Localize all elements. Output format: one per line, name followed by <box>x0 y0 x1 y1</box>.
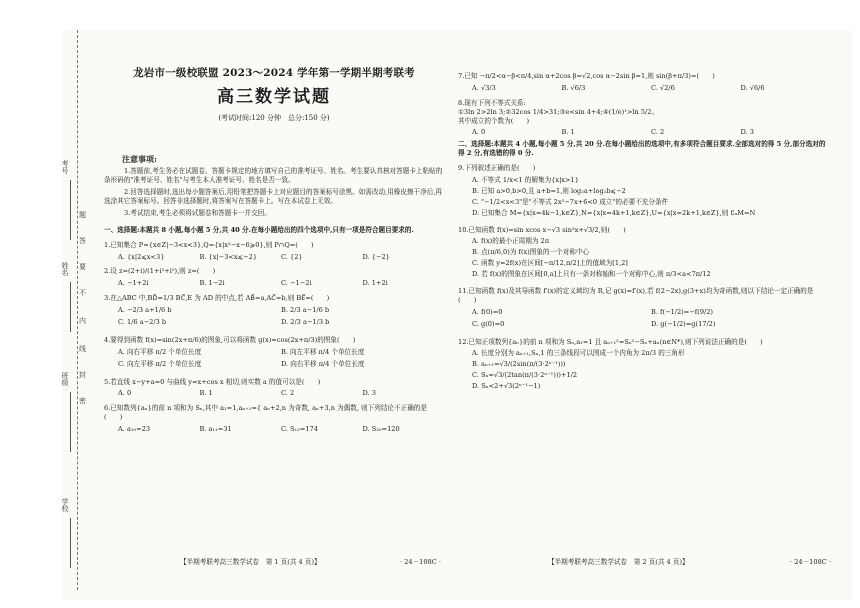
option: B. 2/3 a−1/6 b <box>281 306 330 315</box>
notice-title: 注意事项: <box>122 153 157 164</box>
question <box>104 404 444 434</box>
question-stem: 8.现有下列不等式关系: <box>458 98 526 107</box>
footer-code-right: · 24－108C · <box>790 558 831 566</box>
option: A. √3/3 <box>472 83 496 92</box>
question <box>458 164 830 219</box>
option: B. f(−1/2)=−f(9/2) <box>651 307 714 316</box>
option: B. √6/3 <box>561 83 586 92</box>
option: D. 3 <box>740 128 754 137</box>
question <box>458 72 830 93</box>
option: A. 向右平移 π/2 个单位长度 <box>118 347 202 356</box>
question-stem: 10.已知函数 f(x)=sin xcos x−√3 sin²x+√3/2,则( ) <box>458 225 626 234</box>
option: A. {x|2⩽x<3} <box>118 252 165 261</box>
option: C. 2 <box>651 128 665 137</box>
option: A. a₁₀=23 <box>118 425 151 434</box>
option: D. 已知集合 M={x|x=4k−1,k∈Z},N={x|x=4k+1,k∈Z},U={x|x=2k+1,k∈Z},则 ∁ᵤM=N <box>472 208 756 217</box>
binding-mark: 题 <box>79 211 86 219</box>
question-stem: 6.已知数列{aₙ}的前 n 项和为 Sₙ,其中 a₁=1,aₙ₊₁={ aₙ+2,n 为奇数, aₙ+3,n 为偶数, 则下列结论不正确的是( ) <box>104 404 427 422</box>
binding-mark: 答 <box>79 237 86 245</box>
question <box>104 336 444 372</box>
binding-blank-name <box>70 282 71 332</box>
right-column <box>458 72 830 393</box>
question <box>104 267 444 288</box>
notice-item: 3.考试结束,考生必须将试题卷和答题卡一并交回。 <box>124 208 271 217</box>
exam-info: (考试时间:120 分钟 总分:150 分) <box>218 114 330 123</box>
option: D. g(−1/2)=g(17/2) <box>651 319 716 328</box>
section-two-title: 二、选择题:本题共 4 小题,每小题 5 分,共 20 分.在每小题给出的选项中,有多项符合题目要求.全部选对的得 5 分,部分选对的得 2 分,有选错的得 0 分. <box>458 140 826 158</box>
option: D. 2/3 a−1/3 b <box>281 318 330 327</box>
left-column <box>104 60 444 434</box>
notice-item: 2.回答选择题时,选出每小题答案后,用铅笔把答题卡上对应题目的答案标号涂黑。如需改动,用橡皮擦干净后,再选涂其它答案标号。回答非选择题时,将答案写在答题卡上。写在本试卷上无效。 <box>104 188 442 206</box>
option: B. 已知 a>0,b>0,且 a+b=1,则 log₂a+log₂b⩽−2 <box>472 186 626 195</box>
option: A. 0 <box>118 389 132 398</box>
binding-blank-exam-number <box>70 180 71 240</box>
binding-label-class: 班级 <box>61 372 69 386</box>
option: A. 不等式 1/x<1 的解集为{x|x>1} <box>472 176 579 185</box>
option: D. Sₙ<2+√3(2ⁿ⁻¹−1) <box>472 382 541 391</box>
binding-label-school: 学校 <box>61 498 69 512</box>
question-options <box>458 84 830 93</box>
question-options <box>104 253 444 262</box>
exam-title-main: 高三数学试题 <box>217 87 331 108</box>
question-extra: 其中成立的个数为( ) <box>458 116 530 125</box>
question-stem: 11.已知函数 f(x)及其导函数 f′(x)的定义域均为 R,记 g(x)=f′(x),若 f(2−2x),g(3+x)均为奇函数,则以下结论一定正确的是( ) <box>458 287 814 304</box>
footer-page-1: 【半期考联考高三数学试卷 第 1 页(共 4 页)】 <box>180 558 321 566</box>
option: A. −2/3 a+1/6 b <box>118 306 172 315</box>
footer-page-2: 【半期考联考高三数学试卷 第 2 页(共 4 页)】 <box>548 558 689 566</box>
option: C. 1/6 a−2/3 b <box>118 318 167 327</box>
question <box>104 378 444 399</box>
question-options <box>104 389 444 398</box>
binding-label-exam-number: 考号 <box>61 160 69 174</box>
option: A. f(0)=0 <box>472 307 503 316</box>
option: B. 点(π/6,0)为 f(x)图象的一个对称中心 <box>472 248 590 257</box>
option: D. 若 f(x)的图象在区间[0,a]上只有一条对称轴和一个对称中心,则 π/3<a<7π/12 <box>472 270 711 279</box>
option: B. 1−2i <box>199 279 225 288</box>
binding-line <box>77 30 78 590</box>
option: B. a₁₁=31 <box>199 425 232 434</box>
option: C. g(0)=0 <box>472 319 505 328</box>
question-options <box>458 128 830 137</box>
question <box>458 226 830 281</box>
option: A. f(x)的最小正周期为 2π <box>472 237 550 246</box>
option: B. aₙ₊₁=√3/(2sin(π/(3·2ⁿ⁻¹))) <box>472 360 566 369</box>
option: D. {−2} <box>362 252 390 261</box>
option: C. −1−2i <box>281 279 312 288</box>
binding-label-name: 姓名 <box>61 262 69 276</box>
question-options <box>458 237 830 281</box>
option: B. 向左平移 π/4 个单位长度 <box>281 347 365 356</box>
option: C. "−1/2<x<3"是"不等式 2x²−7x+6<0 成立"的必要不充分条件 <box>472 197 669 206</box>
question-options <box>104 279 444 288</box>
question-stem: 3.在△ABC 中,BD⃗=1/3 BC⃗,E 为 AD 的中点,若 AB⃗=a,AC⃗=b,则 BE⃗=( ) <box>104 294 330 303</box>
binding-mark: 封 <box>79 371 86 379</box>
option: D. 3 <box>362 389 376 398</box>
option: C. S₁₂=174 <box>281 425 318 434</box>
option: D. S₂₀=120 <box>362 425 400 434</box>
option: C. 2 <box>281 389 295 398</box>
option: B. {x|−3<x⩽−2} <box>199 252 258 261</box>
binding-mark: 要 <box>79 263 86 271</box>
option: D. √6/6 <box>740 83 765 92</box>
option: A. 长度分别为 aₙ₊₁,Sₙ,1 的三条线段可以围成一个内角为 2π/3 的三角形 <box>472 349 685 358</box>
option: C. √2/6 <box>651 83 675 92</box>
option: C. 函数 y=2f(x)在区间[−π/12,π/2]上的值域为[1,2] <box>472 259 628 268</box>
question-options <box>104 348 444 372</box>
notice-block <box>104 167 444 217</box>
option: A. −1+2i <box>118 279 149 288</box>
binding-blank-school <box>70 518 71 568</box>
option: B. 1 <box>199 389 213 398</box>
option: C. Sₙ=√3/(2tan(π/(3·2ⁿ⁻¹)))+1/2 <box>472 371 578 380</box>
question-options <box>104 425 444 434</box>
section-one-title: 一、选择题:本题共 8 小题,每小题 5 分,共 40 分.在每小题给出的四个选项中,只有一项是符合题目要求的. <box>104 225 414 234</box>
question-stem: 5.若直线 x−y+a=0 与曲线 y=x+cos x 相切,则实数 a 的值可以是( ) <box>104 377 321 386</box>
question-options <box>104 306 444 330</box>
question-extra: ①3ln 2>2ln 3;②32cos 1/4>31;③e<sin 4+4;④(1/e)¹>ln 5/2。 <box>458 107 659 116</box>
binding-mark: 不 <box>79 289 86 297</box>
binding-blank-class <box>70 392 71 452</box>
binding-mark: 密 <box>79 397 86 405</box>
footer-code-left: · 24－108C · <box>400 558 441 566</box>
binding-mark: 内 <box>79 317 86 325</box>
question-options <box>458 176 830 220</box>
option: C. {2} <box>281 252 303 261</box>
option: C. 向左平移 π/2 个单位长度 <box>118 359 202 368</box>
question-stem: 1.已知集合 P={x∈Z|−3<x<3},Q={x|x²−x−6⩾0},则 P∩Q=( ) <box>104 240 314 249</box>
question-stem: 12.已知正项数列{aₙ}的前 n 项和为 Sₙ,a₁=1 且 aₙ₊₁²=Sₙ²−Sₙ+aₙ(n∈N*),则下列说法正确的是( ) <box>458 337 763 346</box>
question <box>458 287 830 332</box>
notice-item: 1.答题前,考生务必在试题卷、答题卡规定的地方填写自己的准考证号、姓名。考生要认真核对答题卡上粘贴的条形码的"准考证号、姓名"与考生本人准考证号、姓名是否一致。 <box>104 167 443 185</box>
question <box>458 99 830 138</box>
question-stem: 7.已知 −π/2<α−β<π/4,sin α+2cos β=√2,cos α−2sin β=1,则 sin(β+π/3)=( ) <box>458 72 715 80</box>
option: D. 1+2i <box>362 279 388 288</box>
question <box>104 294 444 330</box>
question-options <box>458 308 830 332</box>
question-stem: 4.要得到函数 f(x)=sin(2x+π/6)的图象,可以将函数 g(x)=cos(2x+π/3)的图象( ) <box>104 335 356 344</box>
question <box>458 338 830 393</box>
option: A. 0 <box>472 128 486 137</box>
option: D. 向右平移 π/4 个单位长度 <box>281 359 365 368</box>
question-options <box>458 349 830 393</box>
option: B. 1 <box>561 128 575 137</box>
exam-title-line1: 龙岩市一级校联盟 2023～2024 学年第一学期半期考联考 <box>133 67 415 79</box>
binding-mark: 线 <box>79 345 86 353</box>
question-stem: 2.设 z=(2+i)/(1+i²+i⁵),则 z=( ) <box>104 267 216 276</box>
question-stem: 9.下列叙述正确的是( ) <box>458 164 536 173</box>
question <box>104 241 444 262</box>
